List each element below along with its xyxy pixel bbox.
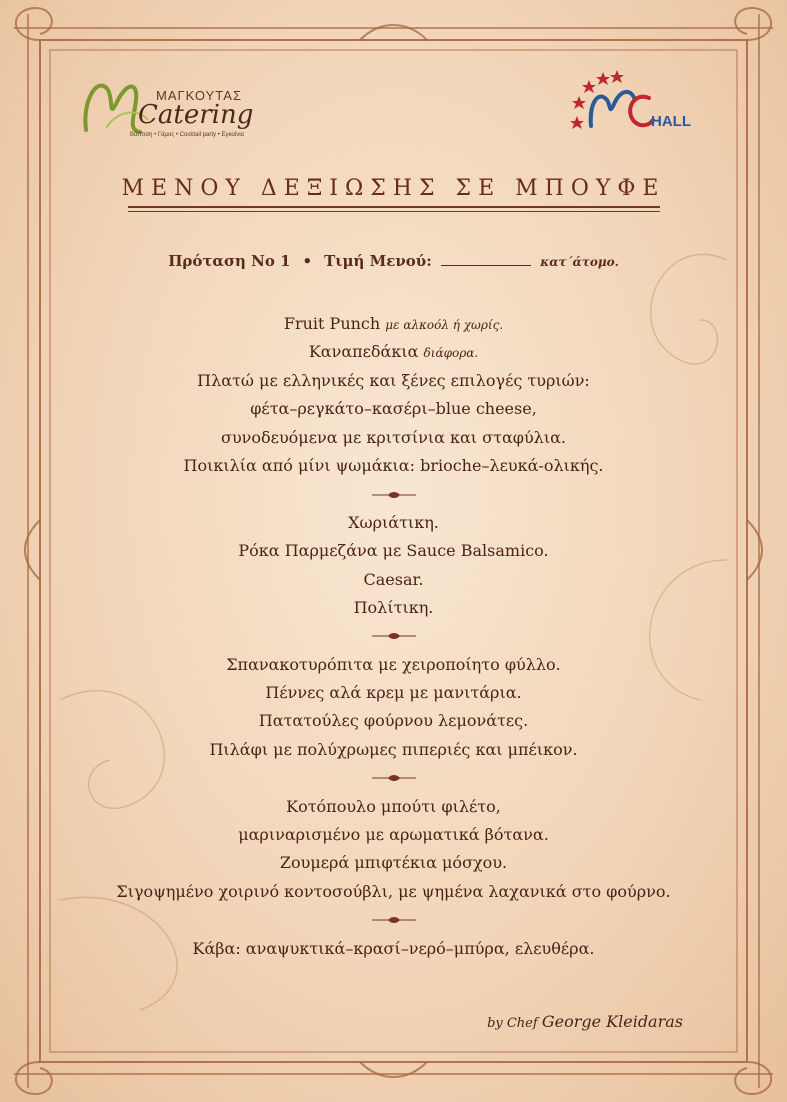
- price-label: Τιμή Μενού:: [324, 252, 432, 270]
- section-divider-icon: [0, 764, 787, 792]
- menu-item: [0, 452, 787, 480]
- menu-item-text: Πολίτικη.: [353, 597, 434, 617]
- menu-item-text: Πατατούλες φούρνου λεμονάτες.: [258, 711, 529, 731]
- menu-title: ΜΕΝΟΥ ΔΕΞΙΩΣΗΣ ΣΕ ΜΠΟΥΦΕ: [121, 176, 666, 201]
- menu-item-note: διάφορα.: [423, 346, 479, 361]
- per-person-label: κατ΄άτομο.: [540, 255, 619, 269]
- menu-item-text: Ποικιλία από μίνι ψωμάκια: brioche–λευκά-ολικής.: [183, 455, 604, 475]
- menu-item: [0, 935, 787, 963]
- menu-item: [0, 424, 787, 452]
- menu-item: [0, 793, 787, 821]
- menu-item-text: Πλατώ με ελληνικές και ξένες επιλογές τυριών:: [197, 370, 590, 390]
- menu-item: [0, 594, 787, 622]
- magkoutas-catering-logo: [78, 70, 288, 145]
- menu-item-text: Πιλάφι με πολύχρωμες πιπεριές και μπέικον.: [209, 739, 578, 759]
- menu-item-text: μαριναρισμένο με αρωματικά βότανα.: [238, 825, 549, 845]
- menu-item-text: Κοτόπουλο μπούτι φιλέτο,: [286, 796, 501, 816]
- menu-item: [0, 537, 787, 565]
- menu-item-text: Πέννες αλά κρεμ με μανιτάρια.: [265, 683, 522, 703]
- menu-item-text: Καναπεδάκια: [308, 342, 424, 362]
- menu-item: [0, 821, 787, 849]
- menu-item: [0, 707, 787, 735]
- hall-name: HALL: [651, 113, 691, 130]
- menu-item-text: συνοδευόμενα με κριτσίνια και σταφύλια.: [221, 427, 566, 447]
- catering-name: Catering: [138, 100, 254, 130]
- price-blank: [441, 255, 531, 266]
- section-divider-icon: [0, 622, 787, 650]
- menu-item: [0, 310, 787, 338]
- title-rule-top: [128, 206, 660, 208]
- menu-item: [0, 651, 787, 679]
- menu-item-text: Κάβα: αναψυκτικά–κρασί–νερό–μπύρα, ελευθέρα.: [192, 938, 595, 958]
- proposal-bullet: •: [302, 252, 313, 270]
- menu-item-text: Ζουμερά μπιφτέκια μόσχου.: [279, 853, 508, 873]
- menu-item: [0, 338, 787, 366]
- menu-item: [0, 566, 787, 594]
- menu-item-text: Χωριάτικη.: [348, 512, 439, 532]
- menu-item: [0, 878, 787, 906]
- menu-item: [0, 849, 787, 877]
- catering-brand: ΜΑΓΚΟΥΤΑΣ: [156, 88, 242, 103]
- menu-item: [0, 679, 787, 707]
- menu-item-text: φέτα–ρεγκάτο–κασέρι–blue cheese,: [250, 399, 537, 419]
- menu-item: [0, 395, 787, 423]
- mc-hall-logo: [565, 68, 715, 138]
- menu-item-text: Σιγοψημένο χοιρινό κοντοσούβλι, με ψημένα λαχανικά στο φούρνο.: [116, 881, 671, 901]
- proposal-line: [0, 252, 787, 270]
- mc-hall-mark-icon: [565, 68, 715, 138]
- menu-item: [0, 367, 787, 395]
- title-rule-bottom: [128, 211, 660, 212]
- menu-item-text: Caesar.: [363, 569, 424, 589]
- section-divider-icon: [0, 480, 787, 508]
- catering-tagline: Βάπτιση • Γάμος • Cocktail party • Εγκαίνια: [130, 132, 244, 138]
- chef-signature: [487, 1012, 683, 1031]
- menu-item-text: Σπανακοτυρόπιτα με χειροποίητο φύλλο.: [226, 654, 561, 674]
- section-divider-icon: [0, 906, 787, 934]
- signature-name: George Kleidaras: [541, 1012, 683, 1031]
- menu-item: [0, 509, 787, 537]
- menu-item-text: Fruit Punch: [283, 314, 386, 333]
- menu-item: [0, 736, 787, 764]
- signature-by: by Chef: [487, 1016, 542, 1031]
- proposal-label: Πρόταση No 1: [168, 252, 291, 270]
- menu-body: [0, 310, 787, 963]
- menu-item-text: Ρόκα Παρμεζάνα με Sauce Balsamico.: [238, 541, 549, 561]
- menu-item-note: με αλκοόλ ή χωρίς.: [385, 318, 504, 332]
